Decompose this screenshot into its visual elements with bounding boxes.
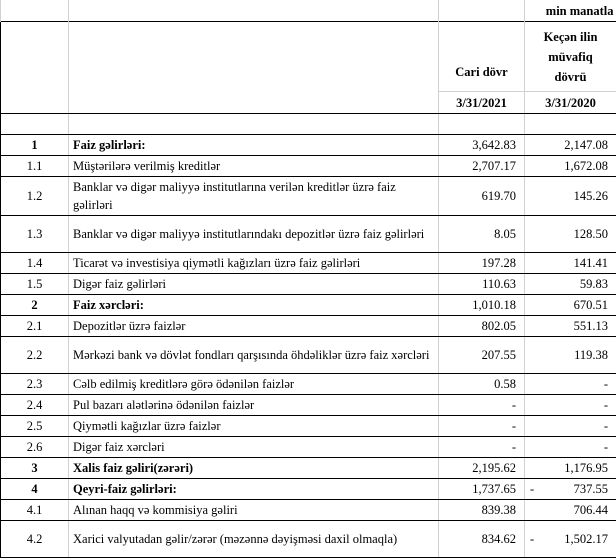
row-code: 1.4 [1,253,69,274]
row-label: Digər faiz gəlirləri [69,274,439,295]
table-row [1,395,616,416]
row-label: Faiz gəlirləri: [69,135,439,156]
row-current-value: 207.55 [439,337,525,374]
row-label: Qiymətli kağızlar üzrə faizlər [69,416,439,437]
row-code: 1.5 [1,274,69,295]
row-current-value: 0.58 [439,374,525,395]
row-label: Banklar və digər maliyyə institutlarındakı depozitlər üzrə faiz gəlirləri [69,216,439,253]
row-code: 2.2 [1,337,69,374]
row-code: 1.1 [1,156,69,177]
row-label: Faiz xərcləri: [69,295,439,316]
row-label: Xarici valyutadan gəlir/zərər (məzənnə dəyişməsi daxil olmaqla) [69,521,439,558]
row-label: Ticarət və investisiya qiymətli kağızları üzrə faiz gəlirləri [69,253,439,274]
table-row [1,437,616,458]
row-prior-value: 706.44 [525,500,616,521]
table-row [1,458,616,479]
table-row [1,253,616,274]
row-current-value: 619.70 [439,177,525,216]
row-label: Digər faiz xərcləri [69,437,439,458]
table-row [1,337,616,374]
row-label: Banklar və digər maliyyə institutlarına verilən kreditlər üzrə faiz gəlirləri [69,177,439,216]
row-prior-value: 670.51 [525,295,616,316]
row-code: 2.4 [1,395,69,416]
table-row [1,374,616,395]
row-code: 4 [1,479,69,500]
row-prior-value [525,479,616,500]
row-current-value: - [439,395,525,416]
row-current-value: 1,737.65 [439,479,525,500]
table-row [1,156,616,177]
current-period-header: Cari dövr [439,22,525,92]
table-row [1,521,616,558]
row-prior-value: 59.83 [525,274,616,295]
negative-dash: - [528,480,534,498]
table-row [1,416,616,437]
table-row [1,274,616,295]
row-label: Depozitlər üzrə faizlər [69,316,439,337]
row-code: 1.2 [1,177,69,216]
row-code: 4.2 [1,521,69,558]
row-prior-value: 1,176.95 [525,458,616,479]
row-label: Pul bazarı alətlərinə ödənilən faizlər [69,395,439,416]
table-row [1,177,616,216]
current-date: 3/31/2021 [439,92,525,114]
row-label: Xalis faiz gəliri(zərəri) [69,458,439,479]
row-code: 1.3 [1,216,69,253]
date-row [1,92,616,114]
table-body [1,135,616,558]
row-prior-value: 551.13 [525,316,616,337]
unit-row [1,0,616,22]
row-current-value: 802.05 [439,316,525,337]
row-code: 2.6 [1,437,69,458]
row-prior-value: - [525,416,616,437]
row-code: 3 [1,458,69,479]
row-current-value: 1,010.18 [439,295,525,316]
table-row [1,500,616,521]
row-code: 2.5 [1,416,69,437]
row-prior-value [525,521,616,558]
prior-amount: 737.55 [574,482,608,496]
row-prior-value: 145.26 [525,177,616,216]
row-current-value: 8.05 [439,216,525,253]
row-current-value: - [439,416,525,437]
row-current-value: 197.28 [439,253,525,274]
prior-amount: 1,502.17 [564,532,608,546]
row-prior-value: - [525,437,616,458]
table-row [1,479,616,500]
table-row [1,316,616,337]
table-row [1,135,616,156]
row-prior-value: - [525,374,616,395]
column-header-row [1,22,616,92]
row-label: Qeyri-faiz gəlirləri: [69,479,439,500]
row-label: Alınan haqq və kommisiya gəliri [69,500,439,521]
row-current-value: 2,195.62 [439,458,525,479]
row-current-value: 834.62 [439,521,525,558]
row-prior-value: 119.38 [525,337,616,374]
row-prior-value: 1,672.08 [525,156,616,177]
row-prior-value: 141.41 [525,253,616,274]
table-row [1,216,616,253]
row-code: 2 [1,295,69,316]
negative-dash: - [528,530,534,548]
row-code: 2.3 [1,374,69,395]
row-code: 1 [1,135,69,156]
row-current-value: 2,707.17 [439,156,525,177]
row-label: Cəlb edilmiş kreditlərə görə ödənilən faizlər [69,374,439,395]
row-label: Müştərilərə verilmiş kreditlər [69,156,439,177]
spacer-row [1,114,616,135]
row-prior-value: - [525,395,616,416]
row-code: 2.1 [1,316,69,337]
row-code: 4.1 [1,500,69,521]
prior-period-header: Keçən ilin müvafiq dövrü [525,22,616,92]
prior-date: 3/31/2020 [525,92,616,114]
row-prior-value: 2,147.08 [525,135,616,156]
row-label: Mərkəzi bank və dövlət fondları qarşısında öhdəliklər üzrə faiz xərcləri [69,337,439,374]
row-current-value: - [439,437,525,458]
row-current-value: 839.38 [439,500,525,521]
row-prior-value: 128.50 [525,216,616,253]
unit-label: min manatla [525,0,616,22]
table-row [1,295,616,316]
row-current-value: 3,642.83 [439,135,525,156]
row-current-value: 110.63 [439,274,525,295]
